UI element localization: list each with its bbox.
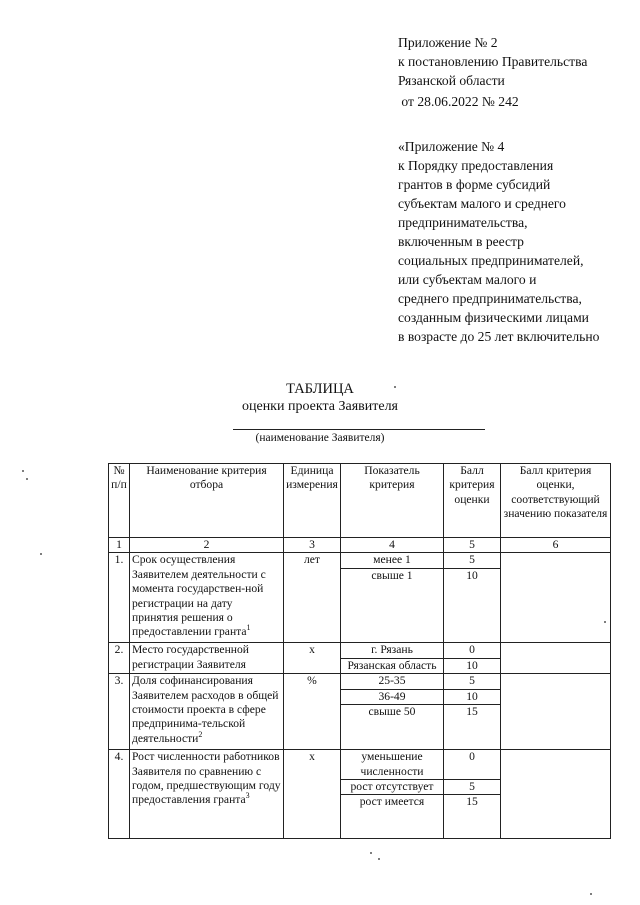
scan-speck — [370, 852, 372, 854]
row-number: 3. — [109, 674, 130, 750]
indicator-value: менее 1 — [341, 553, 443, 568]
annex4-line: «Приложение № 4 — [398, 139, 505, 154]
applicant-name-caption: (наименование Заявителя) — [255, 432, 385, 444]
indicator-value: рост отсутствует — [341, 780, 443, 795]
table-row — [109, 643, 611, 674]
criterion-cell — [130, 553, 284, 643]
indicator-value: Рязанская область — [347, 658, 437, 672]
indicator-value: 36-49 — [341, 690, 443, 705]
annex4-line: включенным в реестр — [398, 234, 524, 249]
scan-speck — [590, 893, 592, 895]
criterion-name: Место государственной регистрации Заявителя — [132, 643, 249, 671]
criterion-cell — [130, 643, 284, 674]
col-number: 1 — [109, 538, 130, 553]
footnote-mark: 2 — [198, 729, 203, 739]
score-cell — [444, 674, 501, 750]
criterion-cell — [130, 674, 284, 750]
criterion-name: Доля софинансирования Заявителем расходов в общей стоимости проекта в сфере предпринима-тельской деятельности — [132, 674, 279, 745]
unit-cell: x — [284, 643, 341, 674]
score-value: 10 — [466, 658, 478, 672]
annex-region: Рязанской области — [398, 73, 505, 88]
criterion-cell — [130, 750, 284, 839]
header-score: Балл критерия оценки — [444, 464, 501, 538]
row-number: 1. — [109, 553, 130, 643]
result-cell[interactable] — [501, 643, 611, 674]
annex4-line: или субъектам малого и — [398, 272, 537, 287]
col-number: 6 — [501, 538, 611, 553]
unit-cell: лет — [284, 553, 341, 643]
column-number-row — [109, 538, 611, 553]
criterion-name: Срок осуществления Заявителем деятельности с момента государствен-ной регистрации на дату принятия решения о предоставлении гранта — [132, 553, 266, 639]
annex-number: Приложение № 2 — [398, 35, 498, 50]
table-row — [109, 674, 611, 750]
result-cell[interactable] — [501, 750, 611, 839]
unit-cell: x — [284, 750, 341, 839]
indicator-value: свыше 1 — [371, 568, 413, 582]
scan-speck — [378, 858, 380, 860]
header-indicator: Показатель критерия — [341, 464, 444, 538]
annex4-line: предпринимательства, — [398, 215, 528, 230]
annex-date: от 28.06.2022 № 242 — [398, 94, 519, 109]
scan-speck — [26, 478, 28, 480]
indicator-value: уменьшение численности — [341, 750, 443, 780]
scan-speck — [394, 386, 396, 388]
header-unit: Единица измерения — [284, 464, 341, 538]
indicator-cell — [341, 674, 444, 750]
indicator-value: г. Рязань — [341, 643, 443, 658]
row-number: 2. — [109, 643, 130, 674]
score-value: 5 — [444, 553, 500, 568]
annex4-line: к Порядку предоставления — [398, 158, 554, 173]
annex4-line: субъектам малого и среднего — [398, 196, 566, 211]
header-num: № п/п — [109, 464, 130, 538]
score-value: 10 — [466, 568, 478, 582]
header-criterion: Наименование критерия отбора — [130, 464, 284, 538]
score-value: 0 — [444, 750, 500, 779]
annex-decree: к постановлению Правительства — [398, 54, 588, 69]
evaluation-table — [108, 463, 611, 839]
table-header-row — [109, 464, 611, 538]
col-number: 2 — [130, 538, 284, 553]
indicator-value: 25-35 — [341, 674, 443, 689]
annex4-line: в возрасте до 25 лет включительно — [398, 329, 600, 344]
annex4-line: социальных предпринимателей, — [398, 253, 584, 268]
indicator-cell — [341, 553, 444, 643]
col-number: 3 — [284, 538, 341, 553]
footnote-mark: 3 — [245, 791, 250, 801]
scan-speck — [40, 553, 42, 555]
result-cell[interactable] — [501, 553, 611, 643]
score-cell — [444, 750, 501, 839]
score-value: 10 — [444, 690, 500, 705]
score-value: 5 — [444, 780, 500, 795]
header-result: Балл критерия оценки, соответствующий значению показателя — [501, 464, 611, 538]
table-row — [109, 750, 611, 839]
indicator-value: рост имеется — [359, 795, 425, 809]
annex4-line: созданным физическими лицами — [398, 310, 589, 325]
result-cell[interactable] — [501, 674, 611, 750]
score-value: 15 — [466, 705, 478, 719]
score-value: 15 — [466, 795, 478, 809]
scan-speck — [22, 470, 24, 472]
indicator-value: свыше 50 — [368, 705, 416, 719]
annex4-line: грантов в форме субсидий — [398, 177, 551, 192]
col-number: 4 — [341, 538, 444, 553]
table-heading: ТАБЛИЦА — [286, 381, 354, 397]
criterion-name: Рост численности работников Заявителя по сравнению с годом, предшествующим году предоставления гранта — [132, 750, 281, 807]
col-number: 5 — [444, 538, 501, 553]
row-number: 4. — [109, 750, 130, 839]
table-subheading: оценки проекта Заявителя — [241, 399, 399, 414]
indicator-cell — [341, 643, 444, 674]
scan-speck — [604, 621, 606, 623]
applicant-name-line — [233, 429, 485, 430]
indicator-cell — [341, 750, 444, 839]
score-value: 5 — [444, 674, 500, 689]
table-row — [109, 553, 611, 643]
score-cell — [444, 643, 501, 674]
footnote-mark: 1 — [246, 623, 251, 633]
annex4-line: среднего предпринимательства, — [398, 291, 582, 306]
score-cell — [444, 553, 501, 643]
unit-cell: % — [284, 674, 341, 750]
score-value: 0 — [444, 643, 500, 658]
